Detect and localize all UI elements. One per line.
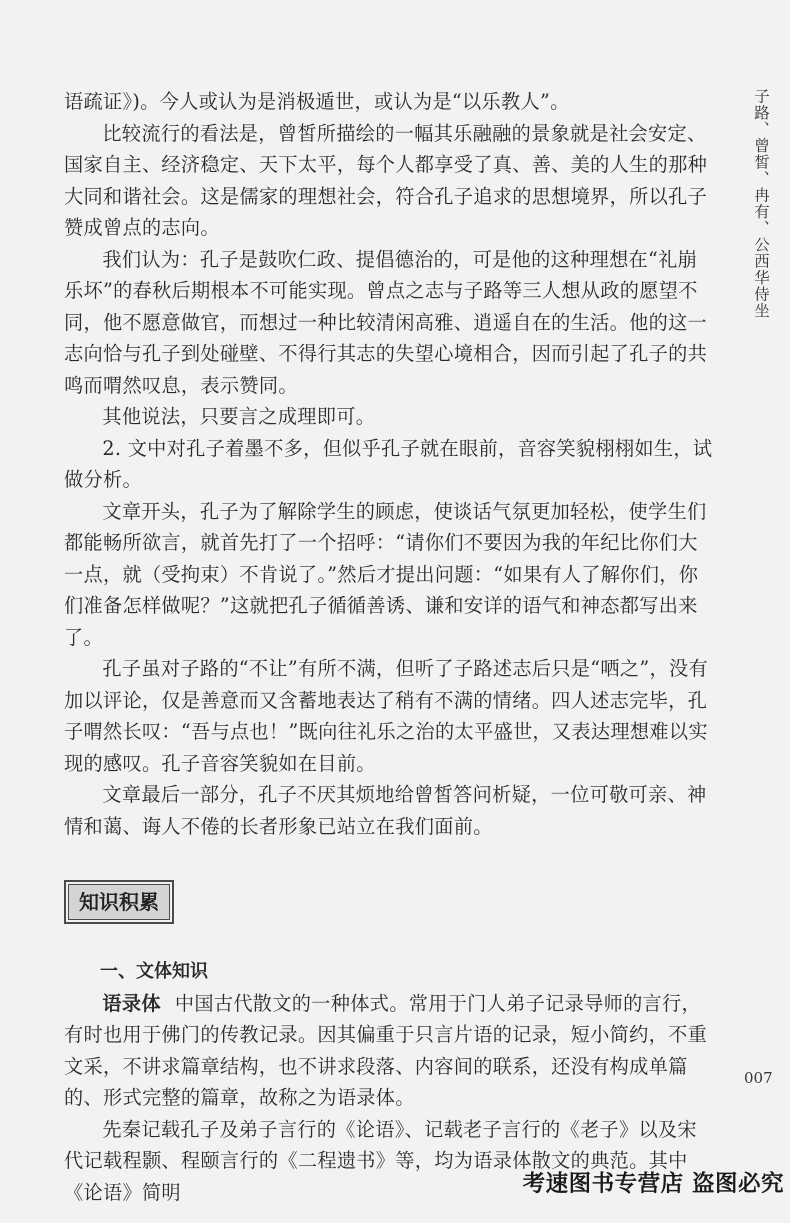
page-body [64, 86, 714, 1208]
paragraph: 我们认为：孔子是鼓吹仁政、提倡德治的，可是他的这种理想在“礼崩乐坏”的春秋后期根本不可能实现。曾点之志与子路等三人想从政的愿望不同，他不愿意做官，而想过一种比较清闲高雅、逍遥自在的生活。他的这一志向恰与孔子到处碰壁、不得行其志的失望心境相合，因而引起了孔子的共鸣而喟然叹息，表示赞同。 [64, 247, 708, 397]
subheading: 一、文体知识 [100, 961, 208, 982]
paragraph: 比较流行的看法是，曾皙所描绘的一幅其乐融融的景象就是社会安定、国家自主、经济稳定、天下太平，每个人都享受了真、善、美的人生的那种大同和谐社会。这是儒家的理想社会，符合孔子追求的思想境界，所以孔子赞成曾点的志向。 [64, 121, 708, 239]
definition-paragraph [64, 988, 714, 1114]
paragraph: 其他说法，只要言之成理即可。 [102, 405, 376, 428]
paragraph: 语疏证》)。今人或认为是消极遁世，或认为是“以乐教人”。 [64, 90, 570, 113]
section-heading-box [64, 880, 174, 924]
paragraph: 文章开头，孔子为了解除学生的顾虑，使谈话气氛更加轻松，使学生们都能畅所欲言，就首先打了一个招呼：“请你们不要因为我的年纪比你们大一点，就（受拘束）不肯说了。”然后才提出问题：“如果有人了解你们，你们准备怎样做呢？”这就把孔子循循善诱、谦和安详的语气和神态都写出来了。 [64, 499, 707, 649]
paragraph: 孔子虽对子路的“不让”有所不满，但听了子路述志后只是“哂之”，没有加以评论，仅是善意而又含蓄地表达了稍有不满的情绪。四人述志完毕，孔子喟然长叹：“吾与点也！”既向往礼乐之治的太平盛世，又表达理想难以实现的感叹。孔子音容笑貌如在目前。 [64, 657, 708, 775]
page-number: 007 [744, 1069, 773, 1087]
store-watermark: 考速图书专营店 盗图必究 [522, 1171, 784, 1197]
paragraph: 先秦记载孔子及弟子言行的《论语》、记载老子言行的《老子》以及宋代记载程颢、程颐言行的《二程遗书》等，均为语录体散文的典范。其中《论语》简明 [64, 1117, 697, 1204]
paragraph: 文章最后一部分，孔子不厌其烦地给曾皙答问析疑，一位可敬可亲、神情和蔼、诲人不倦的长者形象已站立在我们面前。 [64, 783, 707, 838]
term-definition: 中国古代散文的一种体式。常用于门人弟子记录导师的言行，有时也用于佛门的传教记录。因其偏重于只言片语的记录，短小简约，不重文采，不讲求篇章结构，也不讲求段落、内容间的联系，还没有构成单篇的、形式完整的篇章，故称之为语录体。 [64, 991, 708, 1109]
term: 语录体 [102, 991, 161, 1015]
section-heading: 知识积累 [68, 884, 170, 920]
question-paragraph: 2. 文中对孔子着墨不多，但似乎孔子就在眼前，音容笑貌栩栩如生，试做分析。 [64, 436, 713, 491]
running-chapter-title: 子路、曾皙、冉有、公西华侍坐 [752, 88, 770, 319]
